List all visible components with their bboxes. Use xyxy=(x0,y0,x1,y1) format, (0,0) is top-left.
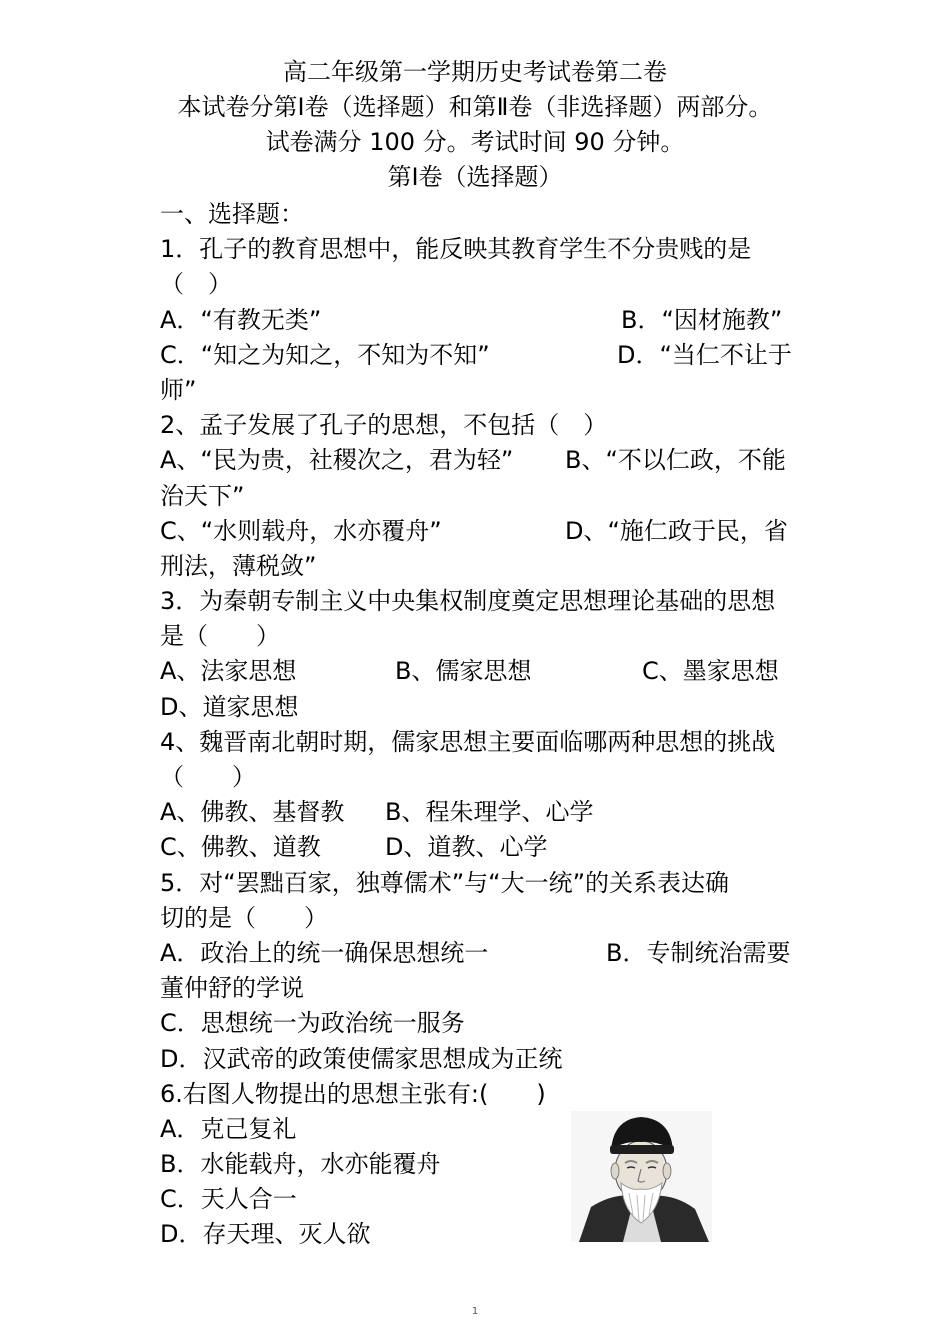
question-1-options-cd xyxy=(160,338,792,373)
question-4-stem: 4、魏晋南北朝时期，儒家思想主要面临哪两种思想的挑战 xyxy=(160,727,776,756)
question-3-option-b: B、儒家思想 xyxy=(395,657,532,686)
question-1-options-ab xyxy=(160,303,792,338)
question-6-option-b: B．水能载舟，水亦能覆舟 xyxy=(160,1150,441,1179)
question-3-stem-cont: 是（ ） xyxy=(160,622,280,651)
question-4-option-c: C、佛教、道教 xyxy=(160,833,321,862)
exam-header xyxy=(0,55,950,195)
question-5-option-b-cont: 董仲舒的学说 xyxy=(160,974,304,1003)
question-5-option-c: C．思想统一为政治统一服务 xyxy=(160,1009,465,1038)
question-5-option-a: A．政治上的统一确保思想统一 xyxy=(160,938,489,967)
question-2-option-d: D、“施仁政于民，省 xyxy=(565,516,788,545)
exam-intro-line-2: 试卷满分 100 分。考试时间 90 分钟。 xyxy=(265,128,685,156)
question-4-options-ab xyxy=(160,795,792,830)
question-6-option-d: D．存天理、灭人欲 xyxy=(160,1220,371,1249)
exam-title: 高二年级第一学期历史考试卷第二卷 xyxy=(283,58,667,86)
question-1-option-a: A．“有教无类” xyxy=(160,305,322,334)
question-5-option-b: B．专制统治需要 xyxy=(606,938,791,967)
question-4-option-b: B、程朱理学、心学 xyxy=(385,798,594,827)
question-4-options-cd xyxy=(160,830,792,865)
question-2-option-c: C、“水则载舟，水亦覆舟” xyxy=(160,516,442,545)
question-2-stem: 2、孟子发展了孔子的思想，不包括（ ） xyxy=(160,411,608,440)
question-3-option-a: A、法家思想 xyxy=(160,657,297,686)
question-6-option-c: C．天人合一 xyxy=(160,1185,297,1214)
question-4-stem-cont: （ ） xyxy=(160,763,256,791)
question-5-options-ab xyxy=(160,936,792,971)
question-2-option-a: A、“民为贵，社稷次之，君为轻” xyxy=(160,446,514,475)
question-list xyxy=(160,197,792,1253)
question-2-options-ab xyxy=(160,443,792,478)
question-6-option-a: A．克己复礼 xyxy=(160,1114,297,1143)
question-5-stem-cont: 切的是（ ） xyxy=(160,903,328,932)
question-1-option-b: B．“因材施教” xyxy=(621,305,783,334)
question-6-stem: 6.右图人物提出的思想主张有:( ) xyxy=(160,1079,546,1108)
scholar-portrait-image xyxy=(571,1111,712,1242)
question-2-option-d-cont: 刑法，薄税敛” xyxy=(160,551,317,580)
question-4-option-d: D、道教、心学 xyxy=(385,833,548,862)
question-1-option-d: D．“当仁不让于 xyxy=(617,340,792,369)
question-1-option-c: C．“知之为知之，不知为不知” xyxy=(160,340,490,369)
section-title: 一、选择题： xyxy=(160,200,304,228)
exam-intro-line-1: 本试卷分第Ⅰ卷（选择题）和第Ⅱ卷（非选择题）两部分。 xyxy=(177,93,773,121)
question-5-stem: 5．对“罢黜百家，独尊儒术”与“大一统”的关系表达确 xyxy=(160,868,730,897)
question-5-option-d: D．汉武帝的政策使儒家思想成为正统 xyxy=(160,1044,563,1073)
question-2-option-b-cont: 治天下” xyxy=(160,481,245,510)
question-3-option-d: D、道家思想 xyxy=(160,692,299,721)
question-3-options-abc xyxy=(160,654,792,689)
scholar-portrait-drawing xyxy=(571,1111,712,1242)
part-title: 第Ⅰ卷（选择题） xyxy=(387,163,563,191)
question-4-option-a: A、佛教、基督教 xyxy=(160,798,345,827)
question-1-stem-cont: （ ） xyxy=(160,270,232,299)
question-2-option-b: B、“不以仁政，不能 xyxy=(565,446,786,475)
question-1-option-d-cont: 师” xyxy=(160,375,197,404)
question-2-options-cd xyxy=(160,514,792,549)
page-number: 1 xyxy=(471,1306,479,1317)
question-3-stem: 3．为秦朝专制主义中央集权制度奠定思想理论基础的思想 xyxy=(160,587,776,616)
question-3-option-c: C、墨家思想 xyxy=(642,657,779,686)
question-1-stem: 1．孔子的教育思想中，能反映其教育学生不分贵贱的是 xyxy=(160,235,752,264)
